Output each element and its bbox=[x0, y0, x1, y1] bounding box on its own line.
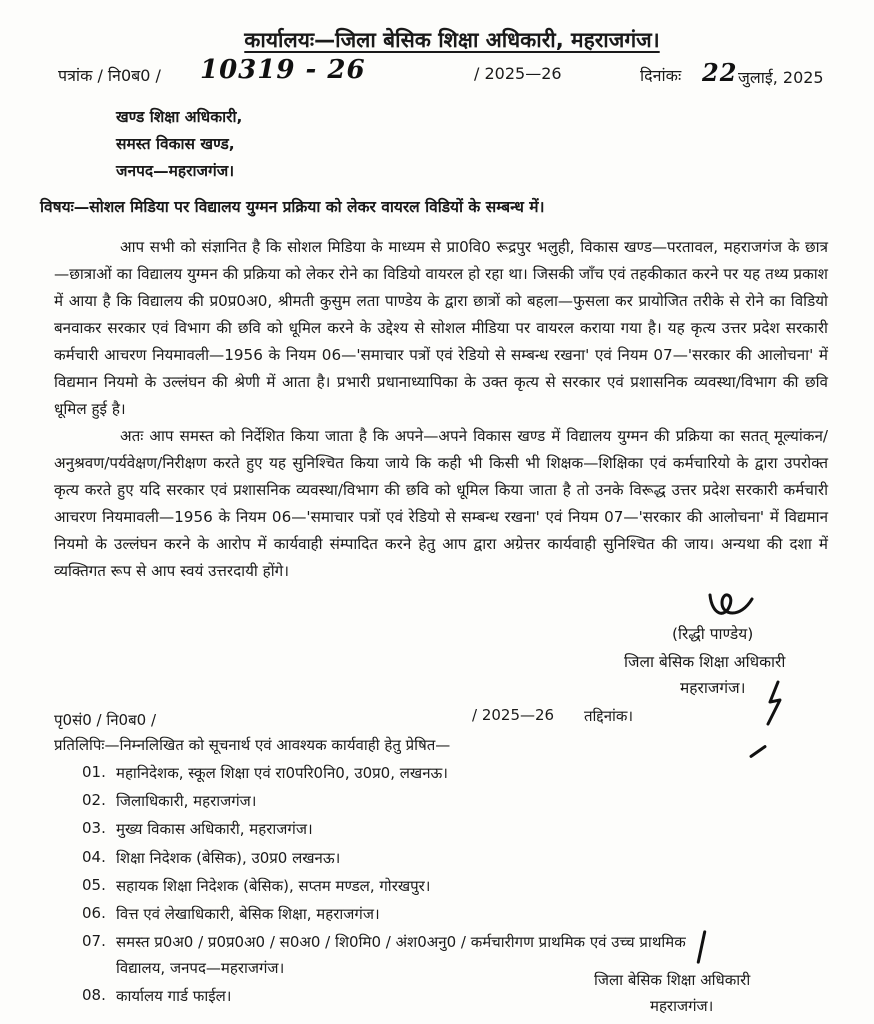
footer-designation: जिला बेसिक शिक्षा अधिकारी bbox=[594, 971, 751, 989]
body-paragraph-2: अतः आप समस्त को निर्देशित किया जाता है कि अपने—अपने विकास खण्ड में विद्यालय युग्मन की प्रक्रिया का सतत् मूल्यांकन/अनुश्रवण/पर्यवेक्षण/निरीक्षण करते हुए यह सुनिश्चित किया जाये कि कही भी किसी भी शिक्षक—शिक्षिका एवं कर्मचारियो के द्वारा उपरोक्त कृत्य करते हुए यदि सरकार एवं प्रशासनिक व्यवस्था/विभाग की छवि को धूमिल किया जाता है तो उनके विरूद्ध उत्तर प्रदेश सरकारी कर्मचारी आचरण नियमावली—1956 के नियम 06—'समाचार पत्रों एवं रेडियो से सम्बन्ध रखना' एवं नियम 07—'सरकार की आलोचना' में विद्यमान नियमो के उल्लंघन करने के आरोप में कार्यवाही संम्पादित करने हेतु आप द्वारा अग्रेत्तर कार्यवाही सुनिश्चित की जाय। अन्यथा की दशा में व्यक्तिगत रूप से आप स्वयं उत्तरदायी होंगे। bbox=[54, 427, 828, 580]
addressee-line-2: समस्त विकास खण्ड, bbox=[116, 135, 235, 153]
list-item-continuation: विद्यालय, जनपद—महराजगंज। bbox=[116, 959, 285, 977]
addressee-line-3: जनपद—महराजगंज। bbox=[116, 162, 235, 180]
date-rest: जुलाई, 2025 bbox=[738, 68, 824, 87]
list-item: जिलाधिकारी, महराजगंज। bbox=[116, 792, 257, 810]
copy-ref-label: पृ0सं0 / नि0ब0 / bbox=[54, 711, 157, 729]
addressee-line-1: खण्ड शिक्षा अधिकारी, bbox=[116, 108, 243, 126]
handwritten-signature bbox=[700, 585, 770, 625]
body-paragraph-1: आप सभी को संज्ञानित है कि सोशल मिडिया के माध्यम से प्रा0वि0 रूद्रपुर भलुही, विकास खण्ड—परतावल, महराजगंज के छात्र—छात्राओं का विद्यालय युग्मन की प्रक्रिया को लेकर रोने का विडियो वायरल हो रहा था। जिसकी जाँच एवं तहकीकात करने पर यह तथ्य प्रकाश में आया है कि विद्यालय की प्र0प्र0अ0, श्रीमती कुसुम लता पाण्डेय के द्वारा छात्रों को बहला—फुसला कर प्रायोजित तरीके से रोने का विडियो बनवाकर सरकार एवं विभाग की छवि को धूमिल करने के उद्देश्य से सोशल मीडिया पर वायरल कराया गया है। यह कृत्य उत्तर प्रदेश सरकारी कर्मचारी आचरण नियमावली—1956 के नियम 06—'समाचार पत्रों एवं रेडियो से सम्बन्ध रखना' एवं नियम 07—'सरकार की आलोचना' में विद्यमान नियमो के उल्लंघन की श्रेणी में आता है। प्रभारी प्रधानाध्यापिका के उक्त कृत्य से सरकार एवं प्रशासनिक व्यवस्था/विभाग की छवि धूमिल हुई है। bbox=[54, 238, 828, 418]
list-item-number: 03. bbox=[82, 819, 106, 837]
initials-mark bbox=[760, 680, 790, 730]
list-item-number: 08. bbox=[82, 986, 106, 1004]
copy-ref-year: / 2025—26 bbox=[472, 706, 555, 724]
office-header: कार्यालयः—जिला बेसिक शिक्षा अधिकारी, महराजगंज। bbox=[244, 28, 660, 52]
ink-dash-mark bbox=[749, 745, 767, 759]
copy-ref-date: तद्दिनांक। bbox=[584, 707, 634, 725]
signatory-designation: जिला बेसिक शिक्षा अधिकारी bbox=[624, 653, 786, 671]
signatory-place: महराजगंज। bbox=[680, 679, 746, 697]
signatory-name: (रिद्धी पाण्डेय) bbox=[672, 625, 754, 643]
patrank-number: 10319 - 26 bbox=[200, 55, 366, 85]
list-item-number: 04. bbox=[82, 848, 106, 866]
date-day: 22 bbox=[702, 58, 738, 87]
copy-intro: प्रतिलिपिः—निम्नलिखित को सूचनार्थ एवं आवश्यक कार्यवाही हेतु प्रेषित— bbox=[54, 736, 451, 754]
list-item-number: 06. bbox=[82, 904, 106, 922]
list-item: मुख्य विकास अधिकारी, महराजगंज। bbox=[116, 820, 313, 838]
list-item: सहायक शिक्षा निदेशक (बेसिक), सप्तम मण्डल, गोरखपुर। bbox=[116, 877, 431, 895]
patrank-label: पत्रांक / नि0ब0 / bbox=[58, 66, 161, 85]
date-label: दिनांकः bbox=[640, 66, 682, 85]
letter-body bbox=[54, 234, 828, 585]
list-item: महानिदेशक, स्कूल शिक्षा एवं रा0परि0नि0, उ0प्र0, लखनऊ। bbox=[116, 764, 448, 782]
list-item: शिक्षा निदेशक (बेसिक), उ0प्र0 लखनऊ। bbox=[116, 849, 341, 867]
list-item: वित्त एवं लेखाधिकारी, बेसिक शिक्षा, महराजगंज। bbox=[116, 905, 380, 923]
list-item-number: 05. bbox=[82, 876, 106, 894]
ink-stroke-mark bbox=[696, 930, 706, 964]
list-item: कार्यालय गार्ड फाईल। bbox=[116, 987, 232, 1005]
list-item: समस्त प्र0अ0 / प्र0प्र0अ0 / स0अ0 / शि0मि0 / अंश0अनु0 / कर्मचारीगण प्राथमिक एवं उच्च प्राथमिक bbox=[116, 933, 686, 951]
subject-line: विषयः—सोशल मिडिया पर विद्यालय युग्मन प्रक्रिया को लेकर वायरल विडियों के सम्बन्ध में। bbox=[40, 198, 545, 216]
list-item-number: 02. bbox=[82, 791, 106, 809]
footer-place: महराजगंज। bbox=[650, 997, 714, 1015]
list-item-number: 07. bbox=[82, 932, 106, 950]
patrank-year: / 2025—26 bbox=[474, 64, 562, 83]
list-item-number: 01. bbox=[82, 763, 106, 781]
